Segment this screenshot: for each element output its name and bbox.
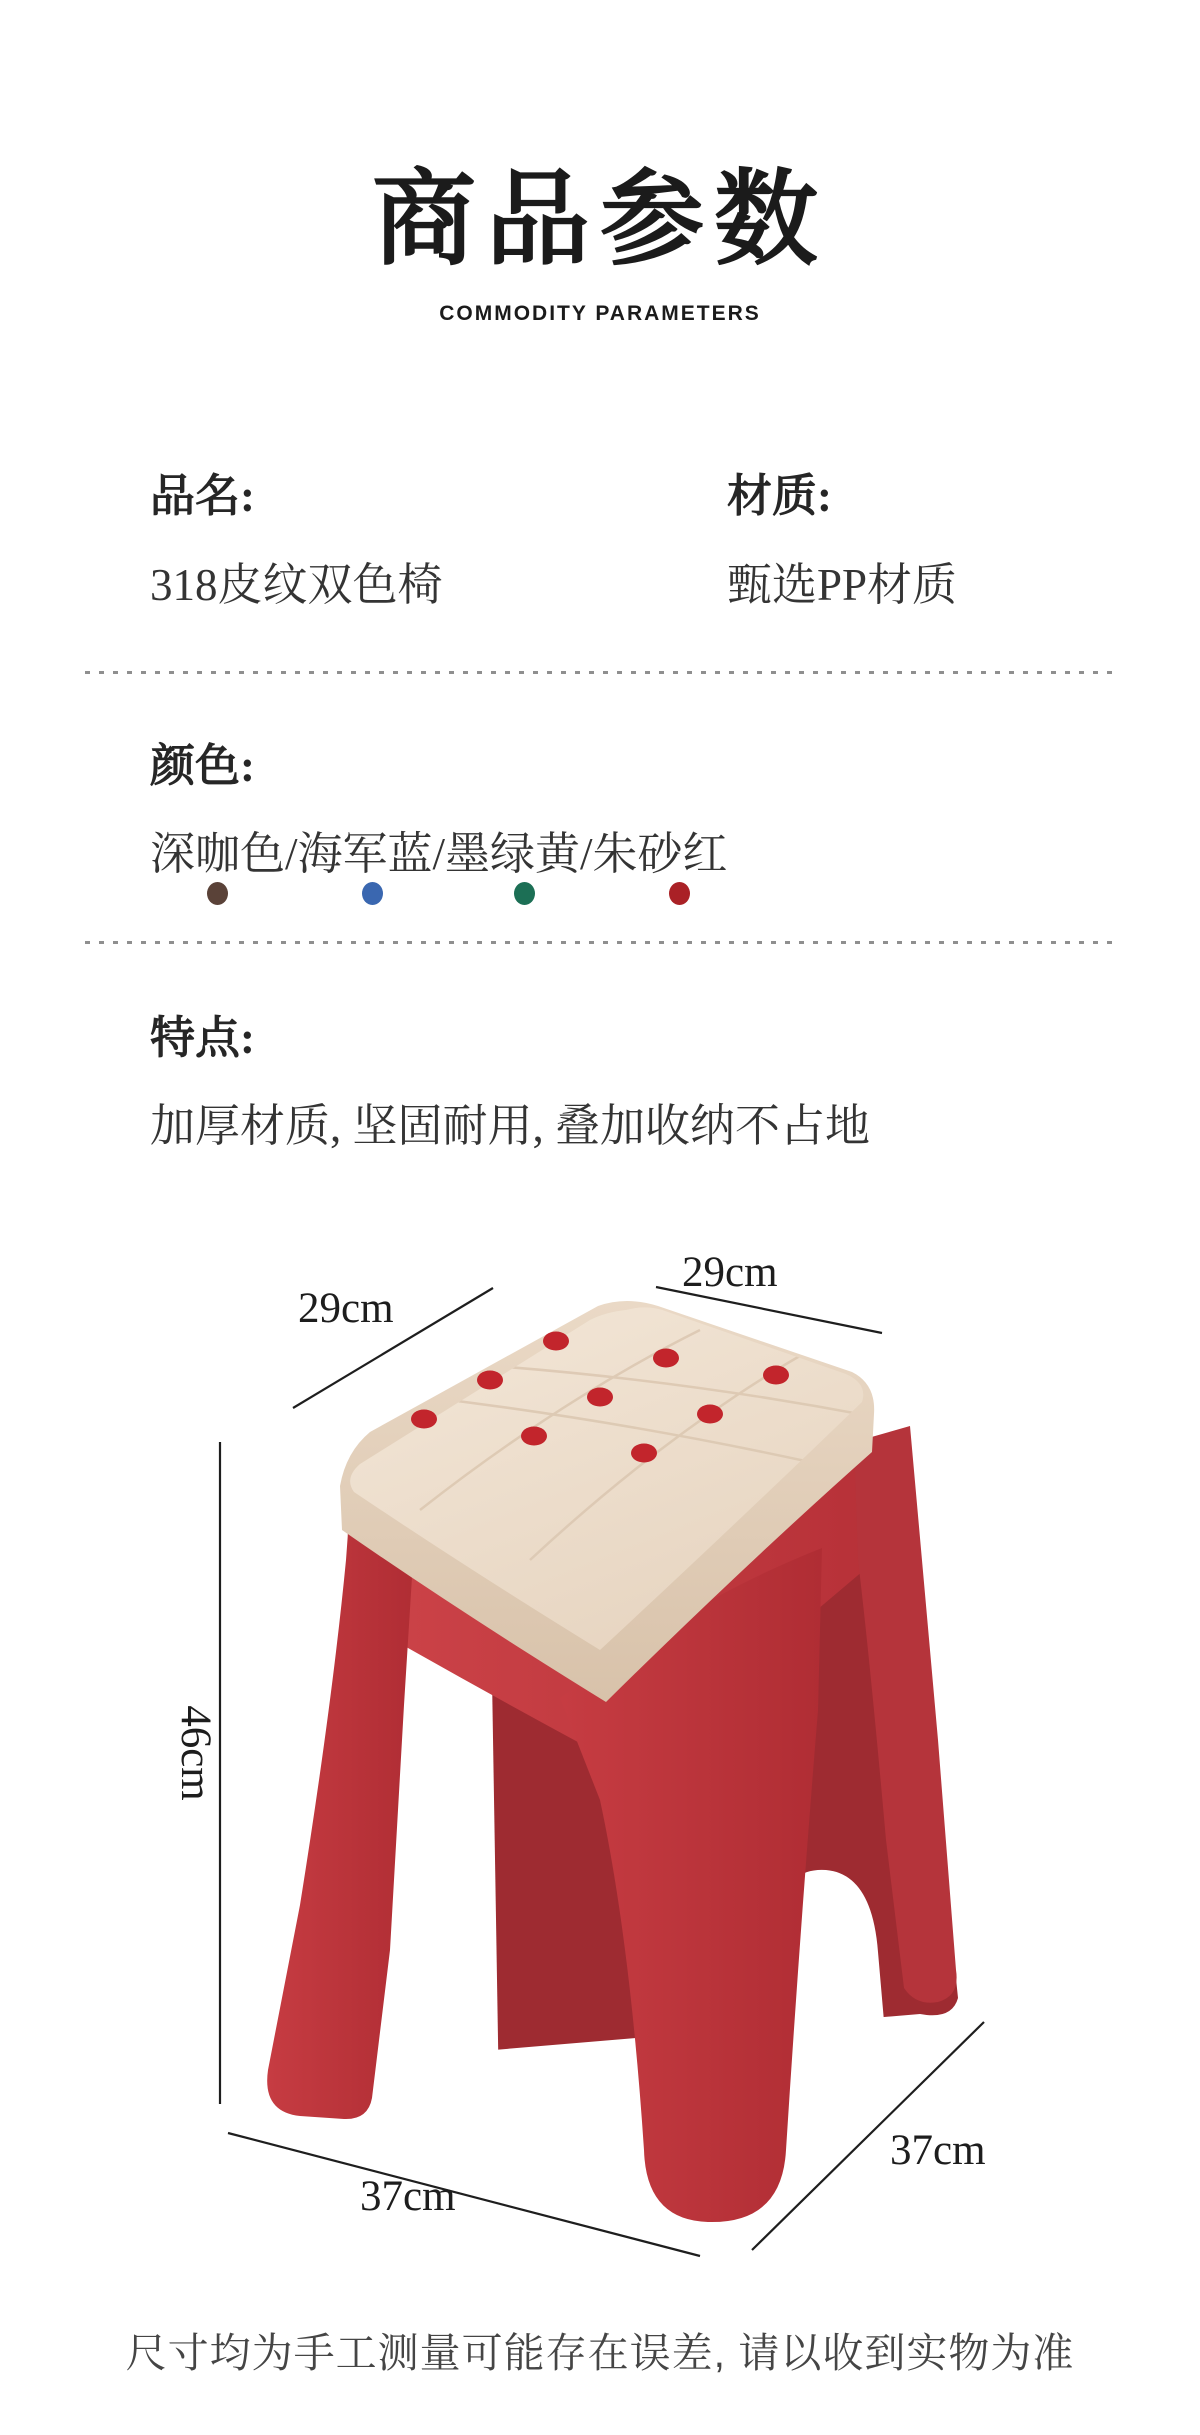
seat-button: [543, 1332, 569, 1351]
seat-button: [763, 1366, 789, 1385]
seat-button: [477, 1371, 503, 1390]
seat-button: [697, 1405, 723, 1424]
product-name-value: 318皮纹双色椅: [150, 560, 443, 610]
dimension-label-bottom-right: 37cm: [890, 2127, 986, 2174]
color-value: 深咖色/海军蓝/墨绿黄/朱砂红: [150, 829, 728, 879]
seat-button: [587, 1388, 613, 1407]
color-label: 颜色:: [150, 741, 255, 791]
seat-button: [521, 1427, 547, 1446]
page-subtitle: COMMODITY PARAMETERS: [439, 302, 761, 325]
material-value: 甄选PP材质: [727, 560, 958, 610]
disclaimer-text: 尺寸均为手工测量可能存在误差, 请以收到实物为准: [125, 2330, 1075, 2376]
seat-button: [631, 1444, 657, 1463]
dimension-label-height: 46cm: [172, 1705, 219, 1801]
stool-front-left-leg: [267, 1505, 414, 2119]
seat-button: [653, 1349, 679, 1368]
dimension-label-top-left: 29cm: [298, 1285, 394, 1332]
page-title: 商品参数: [371, 163, 828, 278]
feature-value: 加厚材质, 坚固耐用, 叠加收纳不占地: [150, 1101, 871, 1151]
seat-button: [411, 1410, 437, 1429]
material-label: 材质:: [727, 471, 832, 521]
dimension-label-bottom-left: 37cm: [360, 2173, 456, 2220]
feature-label: 特点:: [150, 1013, 255, 1063]
dimension-label-top-right: 29cm: [682, 1249, 778, 1296]
product-name-label: 品名:: [150, 471, 255, 521]
